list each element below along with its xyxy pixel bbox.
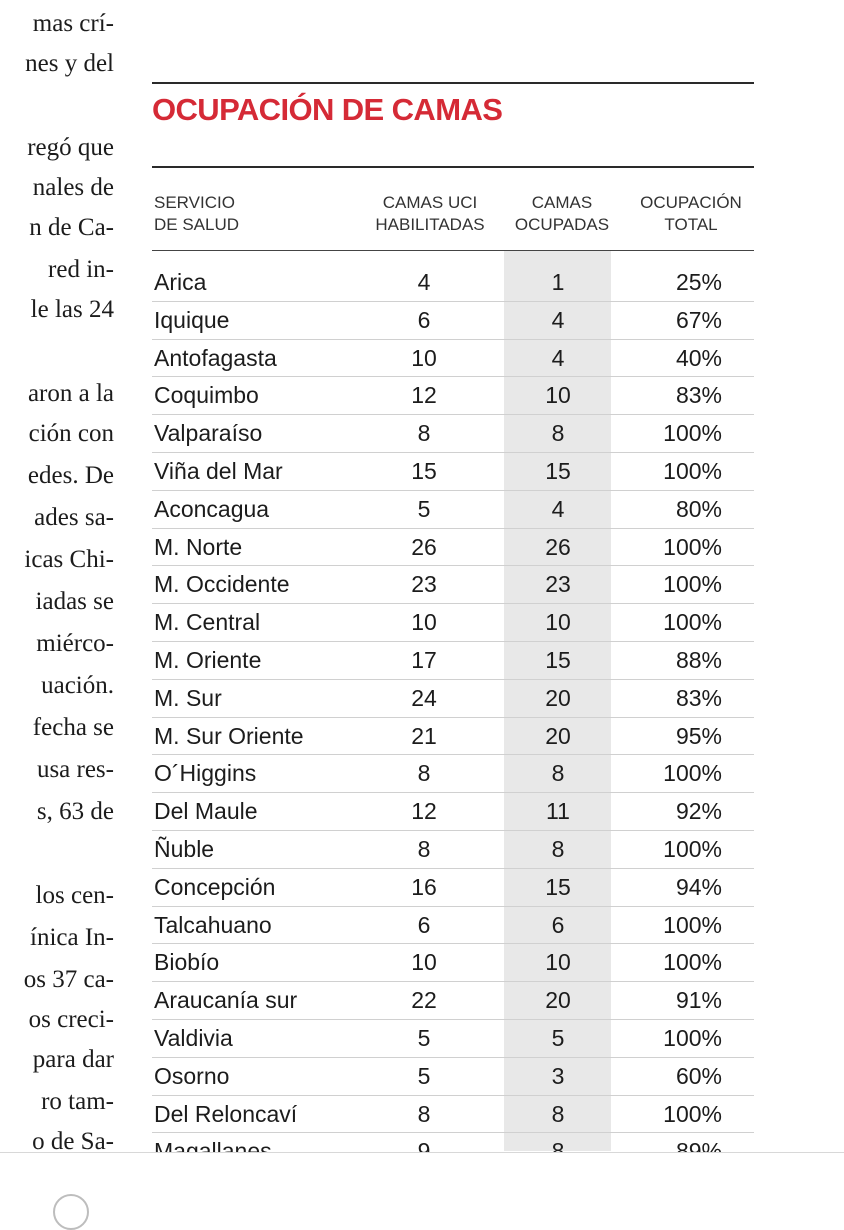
header-occupied-line2: OCUPADAS — [514, 215, 610, 234]
row-beds-occupied: 20 — [545, 722, 571, 749]
row-beds-occupied: 8 — [551, 1100, 565, 1127]
table-row — [152, 1058, 754, 1096]
article-line: edes. De — [27, 462, 114, 489]
table-row — [152, 680, 754, 718]
row-beds-occupied: 4 — [551, 306, 565, 333]
table-row — [152, 415, 754, 453]
row-occupancy: 80% — [675, 495, 722, 522]
row-beds-occupied: 10 — [545, 382, 571, 409]
table-row — [152, 1096, 754, 1134]
row-beds-occupied: 10 — [545, 609, 571, 636]
row-occupancy: 100% — [663, 760, 722, 787]
row-service-name: Coquimbo — [154, 382, 259, 409]
row-occupancy: 100% — [663, 533, 722, 560]
table-row — [152, 793, 754, 831]
article-line: miérco- — [36, 630, 114, 657]
article-line: ades sa- — [34, 504, 114, 531]
row-beds-enabled: 15 — [411, 457, 437, 484]
article-line: para dar — [32, 1046, 114, 1073]
row-beds-enabled: 26 — [411, 533, 437, 560]
article-line: o de Sa- — [32, 1128, 114, 1150]
article-line: red in- — [48, 256, 114, 283]
page-bottom-edge — [0, 1152, 844, 1201]
row-occupancy: 40% — [675, 344, 722, 371]
header-total — [628, 192, 754, 236]
row-beds-enabled: 12 — [411, 382, 437, 409]
article-line: os creci- — [28, 1006, 114, 1033]
row-beds-occupied: 4 — [551, 344, 565, 371]
row-beds-occupied: 1 — [551, 269, 565, 295]
table-body — [152, 264, 754, 1170]
row-service-name: M. Central — [154, 609, 261, 636]
row-beds-occupied: 6 — [551, 911, 565, 938]
article-line: ro tam- — [41, 1088, 114, 1115]
header-service-line2: DE SALUD — [154, 215, 240, 234]
row-beds-enabled: 6 — [417, 306, 431, 333]
table-row — [152, 377, 754, 415]
table-row — [152, 755, 754, 793]
article-line: nales de — [32, 174, 114, 201]
row-occupancy: 100% — [663, 835, 722, 862]
article-line: los cen- — [35, 882, 114, 909]
header-service-line1: SERVICIO — [154, 193, 235, 212]
row-occupancy: 92% — [675, 798, 722, 825]
row-occupancy: 100% — [663, 911, 722, 938]
header-beds-line1: CAMAS UCI — [382, 193, 478, 212]
article-line: le las 24 — [30, 296, 114, 323]
table-row — [152, 566, 754, 604]
row-beds-enabled: 10 — [411, 949, 437, 976]
article-line: mas crí- — [32, 10, 114, 37]
header-total-line1: OCUPACIÓN — [640, 193, 742, 212]
row-service-name: O´Higgins — [154, 760, 257, 787]
row-service-name: Ñuble — [154, 835, 215, 862]
table-row — [152, 264, 754, 302]
table-title: OCUPACIÓN DE CAMAS — [152, 92, 503, 127]
article-line: fecha se — [32, 714, 114, 741]
article-line: regó que — [27, 134, 114, 161]
article-line: nes y del — [25, 50, 114, 77]
row-beds-enabled: 16 — [411, 873, 437, 900]
row-service-name: Osorno — [154, 1062, 230, 1089]
header-beds — [360, 192, 500, 236]
table-row — [152, 604, 754, 642]
header-occupied-line1: CAMAS — [531, 193, 593, 212]
row-service-name: Valparaíso — [154, 420, 263, 447]
row-service-name: Talcahuano — [154, 911, 272, 938]
header-beds-line2: HABILITADAS — [375, 215, 485, 234]
row-beds-occupied: 5 — [551, 1024, 565, 1051]
article-line: n de Ca- — [29, 214, 114, 241]
row-beds-occupied: 8 — [551, 835, 565, 862]
row-beds-occupied: 15 — [545, 873, 571, 900]
row-service-name: Concepción — [154, 873, 276, 900]
article-line: icas Chi- — [24, 546, 114, 573]
row-beds-enabled: 10 — [411, 609, 437, 636]
row-beds-occupied: 8 — [551, 420, 565, 447]
row-occupancy: 83% — [675, 382, 722, 409]
row-service-name: Valdivia — [154, 1024, 233, 1051]
row-beds-enabled: 5 — [417, 1024, 431, 1051]
row-service-name: M. Norte — [154, 533, 243, 560]
article-line: ínica In- — [30, 924, 114, 951]
table-row — [152, 529, 754, 567]
article-line: iadas se — [35, 588, 114, 615]
table-row — [152, 982, 754, 1020]
article-line: os 37 ca- — [23, 966, 114, 993]
row-beds-occupied: 4 — [551, 495, 565, 522]
row-beds-occupied: 3 — [551, 1062, 565, 1089]
row-service-name: M. Occidente — [154, 571, 290, 598]
row-occupancy: 60% — [675, 1062, 722, 1089]
table-row — [152, 491, 754, 529]
row-beds-enabled: 5 — [417, 495, 431, 522]
row-occupancy: 25% — [675, 269, 722, 295]
table-row — [152, 831, 754, 869]
row-beds-occupied: 26 — [545, 533, 571, 560]
row-service-name: M. Sur — [154, 684, 222, 711]
row-service-name: Del Maule — [154, 798, 258, 825]
row-service-name: M. Sur Oriente — [154, 722, 304, 749]
row-occupancy: 91% — [675, 987, 722, 1014]
row-beds-enabled: 22 — [411, 987, 437, 1014]
row-service-name: Arica — [154, 269, 207, 295]
row-beds-enabled: 24 — [411, 684, 437, 711]
row-beds-occupied: 15 — [545, 457, 571, 484]
row-service-name: Araucanía sur — [154, 987, 298, 1014]
header-rule — [152, 250, 754, 251]
row-occupancy: 100% — [663, 457, 722, 484]
row-occupancy: 100% — [663, 949, 722, 976]
row-occupancy: 83% — [675, 684, 722, 711]
table-row — [152, 1020, 754, 1058]
row-service-name: Antofagasta — [154, 344, 277, 371]
row-occupancy: 67% — [675, 306, 722, 333]
article-line: uación. — [41, 672, 114, 699]
row-beds-enabled: 10 — [411, 344, 437, 371]
row-occupancy: 100% — [663, 609, 722, 636]
table-row — [152, 907, 754, 945]
article-text-column — [0, 0, 122, 1150]
top-rule — [152, 82, 754, 84]
row-beds-enabled: 8 — [417, 420, 431, 447]
row-service-name: Iquique — [154, 306, 230, 333]
table-row — [152, 718, 754, 756]
article-line: s, 63 de — [36, 798, 114, 825]
row-service-name: Del Reloncaví — [154, 1100, 298, 1127]
row-beds-occupied: 10 — [545, 949, 571, 976]
article-line: usa res- — [36, 756, 114, 783]
row-service-name: Aconcagua — [154, 495, 270, 522]
row-occupancy: 100% — [663, 420, 722, 447]
row-beds-enabled: 12 — [411, 798, 437, 825]
row-beds-enabled: 21 — [411, 722, 437, 749]
row-service-name: Biobío — [154, 949, 220, 976]
article-line: ción con — [28, 420, 114, 447]
row-occupancy: 100% — [663, 571, 722, 598]
row-service-name: Viña del Mar — [154, 457, 283, 484]
row-occupancy: 100% — [663, 1100, 722, 1127]
table-row — [152, 302, 754, 340]
row-beds-occupied: 20 — [545, 684, 571, 711]
row-beds-occupied: 23 — [545, 571, 571, 598]
table-row — [152, 340, 754, 378]
row-beds-occupied: 11 — [546, 798, 570, 825]
table-row — [152, 869, 754, 907]
row-beds-occupied: 15 — [545, 646, 571, 673]
row-occupancy: 100% — [663, 1024, 722, 1051]
header-occupied — [504, 192, 620, 236]
row-beds-enabled: 8 — [417, 760, 431, 787]
table-row — [152, 944, 754, 982]
header-service — [154, 192, 239, 236]
row-beds-occupied: 8 — [551, 760, 565, 787]
row-occupancy: 88% — [675, 646, 722, 673]
row-beds-enabled: 5 — [417, 1062, 431, 1089]
row-occupancy: 94% — [675, 873, 722, 900]
header-total-line2: TOTAL — [664, 215, 718, 234]
table-row — [152, 453, 754, 491]
row-beds-enabled: 23 — [411, 571, 437, 598]
partial-circle-icon — [53, 1194, 89, 1230]
row-beds-enabled: 4 — [417, 269, 431, 295]
row-beds-enabled: 17 — [411, 646, 437, 673]
row-beds-enabled: 8 — [417, 835, 431, 862]
row-beds-enabled: 8 — [417, 1100, 431, 1127]
row-occupancy: 95% — [675, 722, 722, 749]
row-beds-occupied: 20 — [545, 987, 571, 1014]
table-row — [152, 642, 754, 680]
title-rule — [152, 166, 754, 168]
row-service-name: M. Oriente — [154, 646, 262, 673]
row-beds-enabled: 6 — [417, 911, 431, 938]
article-line: aron a la — [27, 380, 114, 407]
